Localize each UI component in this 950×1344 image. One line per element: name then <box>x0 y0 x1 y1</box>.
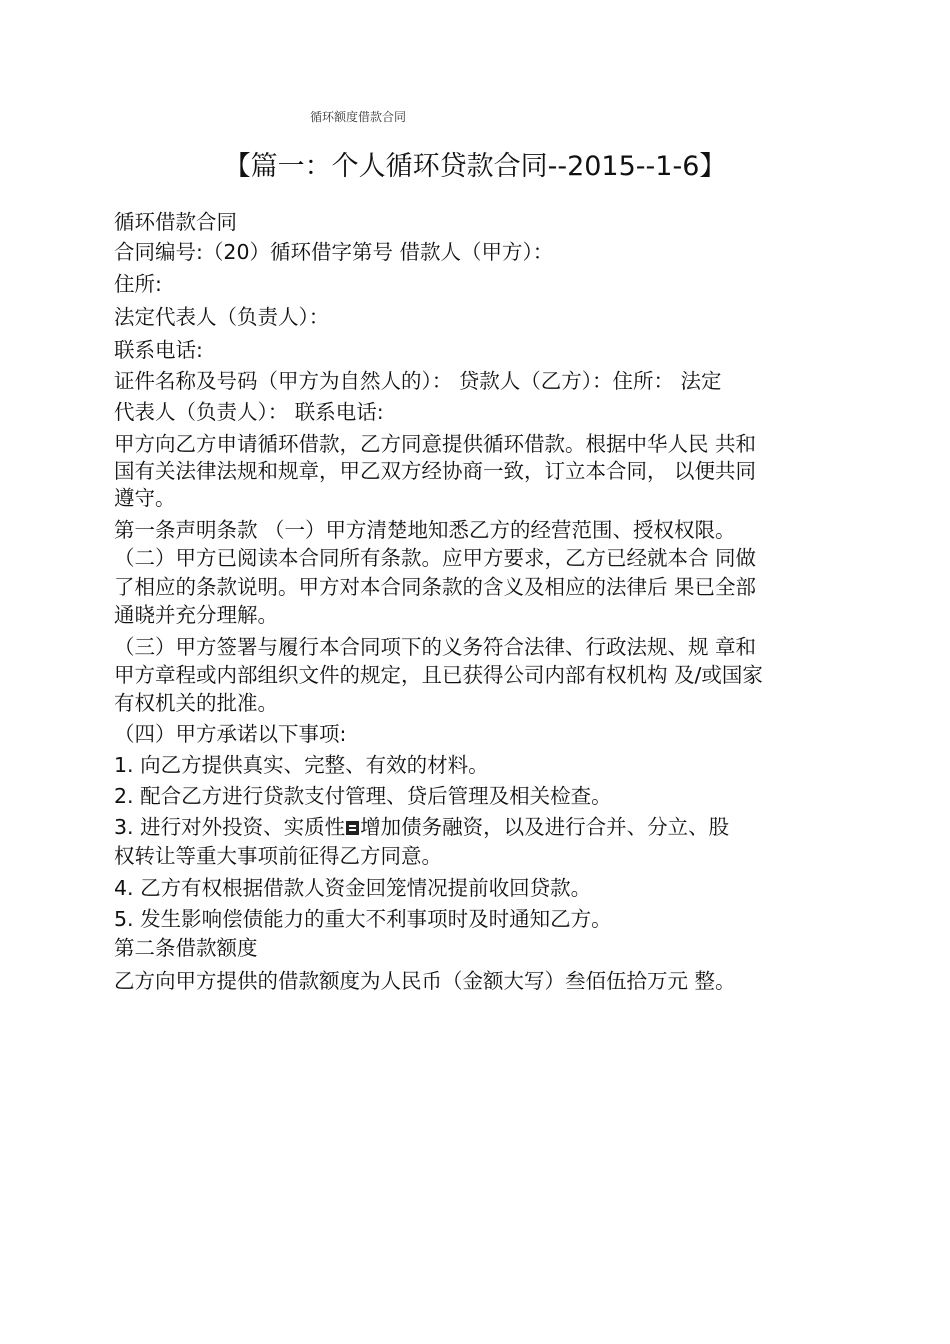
paragraph-line: （三）甲方签署与履行本合同项下的义务符合法律、行政法规、规 章和 <box>114 635 757 659</box>
paragraph-line: 遵守。 <box>114 486 176 510</box>
document-title: 【篇一：个人循环贷款合同--2015--1-6】 <box>223 151 727 182</box>
commitments-heading: （四）甲方承诺以下事项: <box>114 722 347 746</box>
list-item: 5. 发生影响偿债能力的重大不利事项时及时通知乙方。 <box>114 907 612 931</box>
clause-two-heading: 第二条借款额度 <box>114 936 258 960</box>
contract-number-line: 合同编号:（20）循环借字第号 借款人（甲方）： <box>114 240 554 264</box>
list-item: 权转让等重大事项前征得乙方同意。 <box>114 844 442 868</box>
paragraph-line: 乙方向甲方提供的借款额度为人民币（金额大写）叁佰伍拾万元 整。 <box>114 969 736 993</box>
id-line: 证件名称及号码（甲方为自然人的）： 贷款人（乙方）：住所： 法定 <box>114 369 722 393</box>
list-item: 1. 向乙方提供真实、完整、有效的材料。 <box>114 753 489 777</box>
list-item <box>114 813 729 841</box>
paragraph-line: 有权机关的批准。 <box>114 691 278 715</box>
list-item: 2. 配合乙方进行贷款支付管理、贷后管理及相关检查。 <box>114 784 612 808</box>
clause-one-line: 第一条声明条款 （一）甲方清楚地知悉乙方的经营范围、授权权限。 <box>114 518 736 542</box>
paragraph-line: 甲方章程或内部组织文件的规定，且已获得公司内部有权机构 及/或国家 <box>114 663 763 687</box>
list-item-text: 增加债务融资，以及进行合并、分立、股 <box>360 815 730 839</box>
paragraph-line: （二）甲方已阅读本合同所有条款。应甲方要求，乙方已经就本合 同做 <box>114 546 757 570</box>
address-line: 住所: <box>114 272 162 296</box>
list-item: 4. 乙方有权根据借款人资金回笼情况提前收回贷款。 <box>114 876 592 900</box>
page-header: 循环额度借款合同 <box>310 110 407 124</box>
missing-glyph-icon <box>346 821 359 835</box>
paragraph-line: 国有关法律法规和规章，甲乙双方经协商一致，订立本合同， 以便共同 <box>114 459 757 483</box>
paragraph-line: 甲方向乙方申请循环借款，乙方同意提供循环借款。根据中华人民 共和 <box>114 432 757 456</box>
contract-heading: 循环借款合同 <box>114 210 237 234</box>
paragraph-line: 通晓并充分理解。 <box>114 603 278 627</box>
legal-rep-line: 法定代表人（负责人）： <box>114 305 330 329</box>
list-item-text: 3. 进行对外投资、实质性 <box>114 815 346 839</box>
paragraph-line: 了相应的条款说明。甲方对本合同条款的含义及相应的法律后 果已全部 <box>114 575 757 599</box>
rep-phone-line: 代表人（负责人）： 联系电话: <box>114 400 384 424</box>
phone-line: 联系电话: <box>114 338 203 362</box>
